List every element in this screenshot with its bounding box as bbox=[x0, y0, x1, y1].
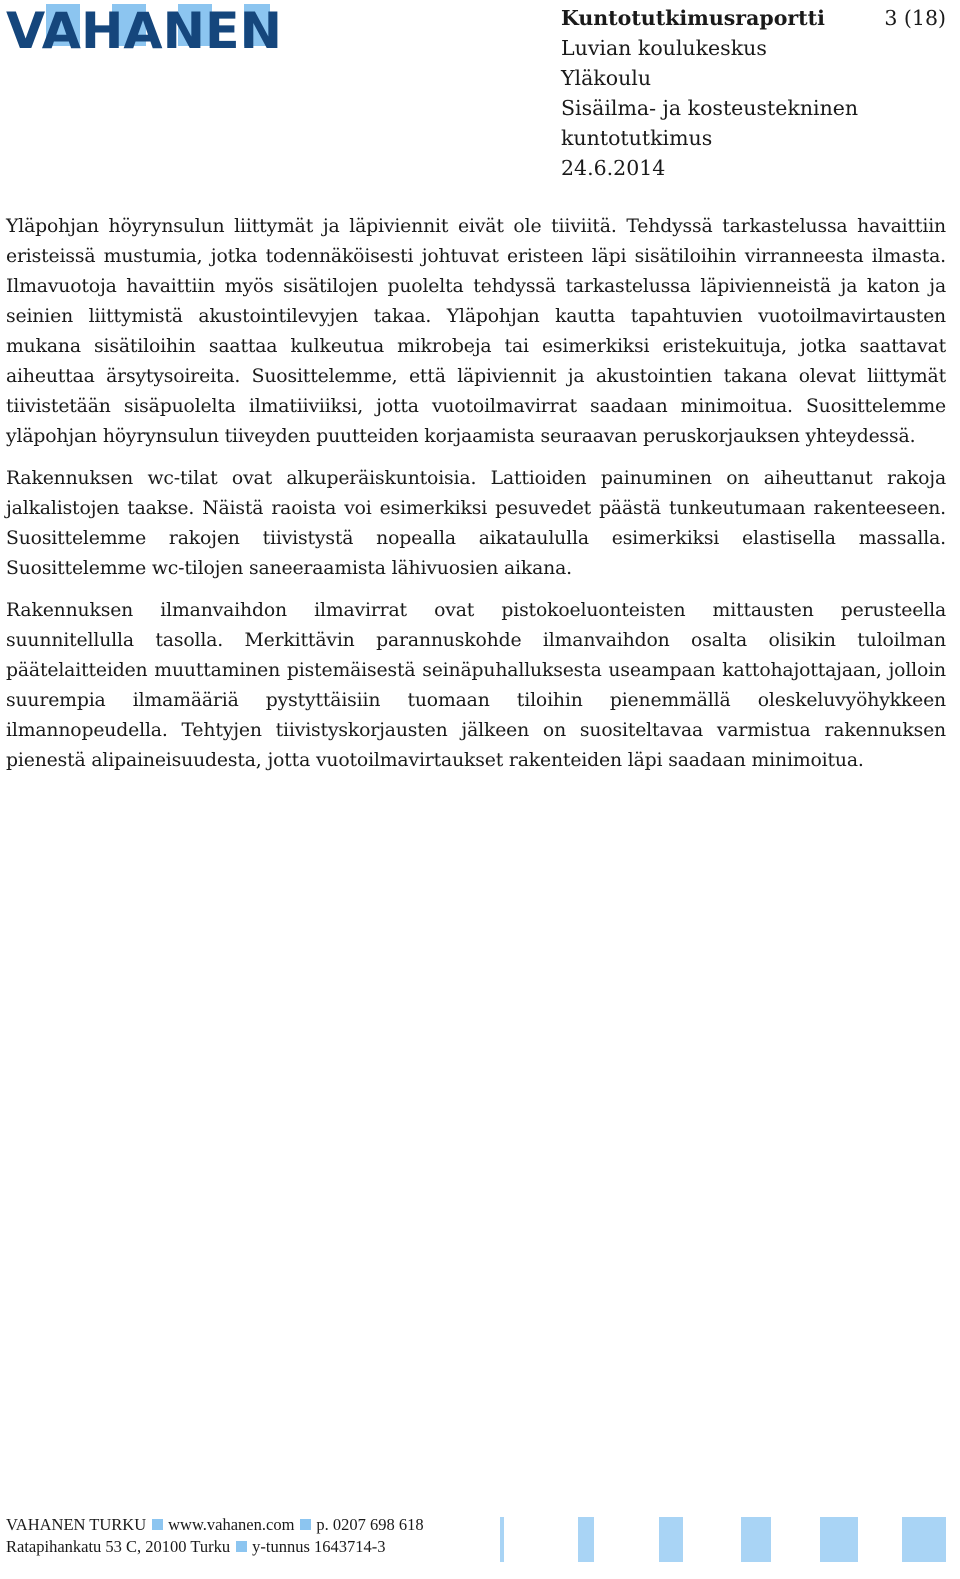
footer-address: Ratapihankatu 53 C, 20100 Turku bbox=[6, 1537, 231, 1556]
header-line-building: Yläkoulu bbox=[561, 66, 652, 90]
paragraph-roof-vapour-barrier: Yläpohjan höyrynsulun liittymät ja läpiviennit eivät ole tiiviitä. Tehdyssä tarkastelussa havaittiin eristeissä mustumia, jotka todennäköisesti johtuvat eristeen läpi sisätiloihin virranneesta ilmasta. Ilmavuotoja havaittiin myös sisätilojen puolelta tehdyssä tarkastelussa läpivienneistä ja katon ja seinien liittymistä akustointilevyjen takaa. Yläpohjan kautta tapahtuvien vuotoilmavirtausten mukana sisätiloihin saattaa kulkeutua mikrobeja tai esimerkiksi eristekuituja, jotka saattavat aiheuttaa ärsytysoireita. Suosittelemme, että läpiviennit ja akustointien takana olevat liittymät tiivistetään sisäpuolelta ilmatiiviiksi, jotta vuotoilmavirrat saadaan minimoitua. Suosittelemme yläpohjan höyrynsulun tiiveyden puutteiden korjaamista seuraavan peruskorjauksen yhteydessä. bbox=[6, 216, 946, 447]
header-line-study-type-cont: kuntotutkimus bbox=[561, 126, 713, 150]
logo-wordmark: VAHANEN bbox=[6, 2, 282, 58]
footer-company: VAHANEN TURKU bbox=[6, 1515, 147, 1534]
vahanen-logo-icon bbox=[6, 2, 286, 58]
header-line-study-type: Sisäilma- ja kosteustekninen bbox=[561, 96, 859, 120]
footer-bar bbox=[659, 1517, 683, 1562]
header-line-site: Luvian koulukeskus bbox=[561, 36, 767, 60]
footer-decorative-bars bbox=[0, 1517, 960, 1562]
footer-bar bbox=[820, 1517, 858, 1562]
page-number: 3 (18) bbox=[884, 6, 946, 30]
header-line-date: 24.6.2014 bbox=[561, 156, 666, 180]
footer-phone: p. 0207 698 618 bbox=[316, 1515, 424, 1534]
footer-bar bbox=[741, 1517, 771, 1562]
paragraph-wc-facilities: Rakennuksen wc-tilat ovat alkuperäiskuntoisia. Lattioiden painuminen on aiheuttanut rakoja jalkalistojen taakse. Näistä raoista voi esimerkiksi pesuvedet päästä tunkeutumaan rakenteeseen. Suosittelemme rakojen tiivistystä nopealla aikataululla esimerkiksi elastisella massalla. Suosittelemme wc-tilojen saneeraamista lähivuosien aikana. bbox=[6, 468, 946, 579]
footer-website: www.vahanen.com bbox=[168, 1515, 295, 1534]
footer-bar bbox=[500, 1517, 504, 1562]
footer-bar bbox=[578, 1517, 594, 1562]
footer-bar bbox=[902, 1517, 946, 1562]
report-body bbox=[6, 212, 946, 788]
document-title: Kuntotutkimusraportti bbox=[561, 6, 825, 30]
footer-business-id: y-tunnus 1643714-3 bbox=[252, 1537, 386, 1556]
paragraph-ventilation: Rakennuksen ilmanvaihdon ilmavirrat ovat pistokoeluonteisten mittausten perusteella suunnitellulla tasolla. Merkittävin parannuskohde ilmanvaihdon osalta olisikin tuloilman päätelaitteiden muuttaminen pistemäisestä seinäpuhalluksesta useampaan kattohajottajaan, jolloin suurempia ilmamääriä pystyttäisiin tuomaan tiloihin pienemmällä oleskeluvyöhykkeen ilmannopeudella. Tehtyjen tiivistyskorjausten jälkeen on suositeltavaa varmistua rakennuksen pienestä alipaineisuudesta, jotta vuotoilmavirtaukset rakenteiden läpi saadaan minimoitua. bbox=[6, 600, 946, 771]
vahanen-logo bbox=[6, 2, 286, 58]
document-header bbox=[561, 3, 861, 183]
